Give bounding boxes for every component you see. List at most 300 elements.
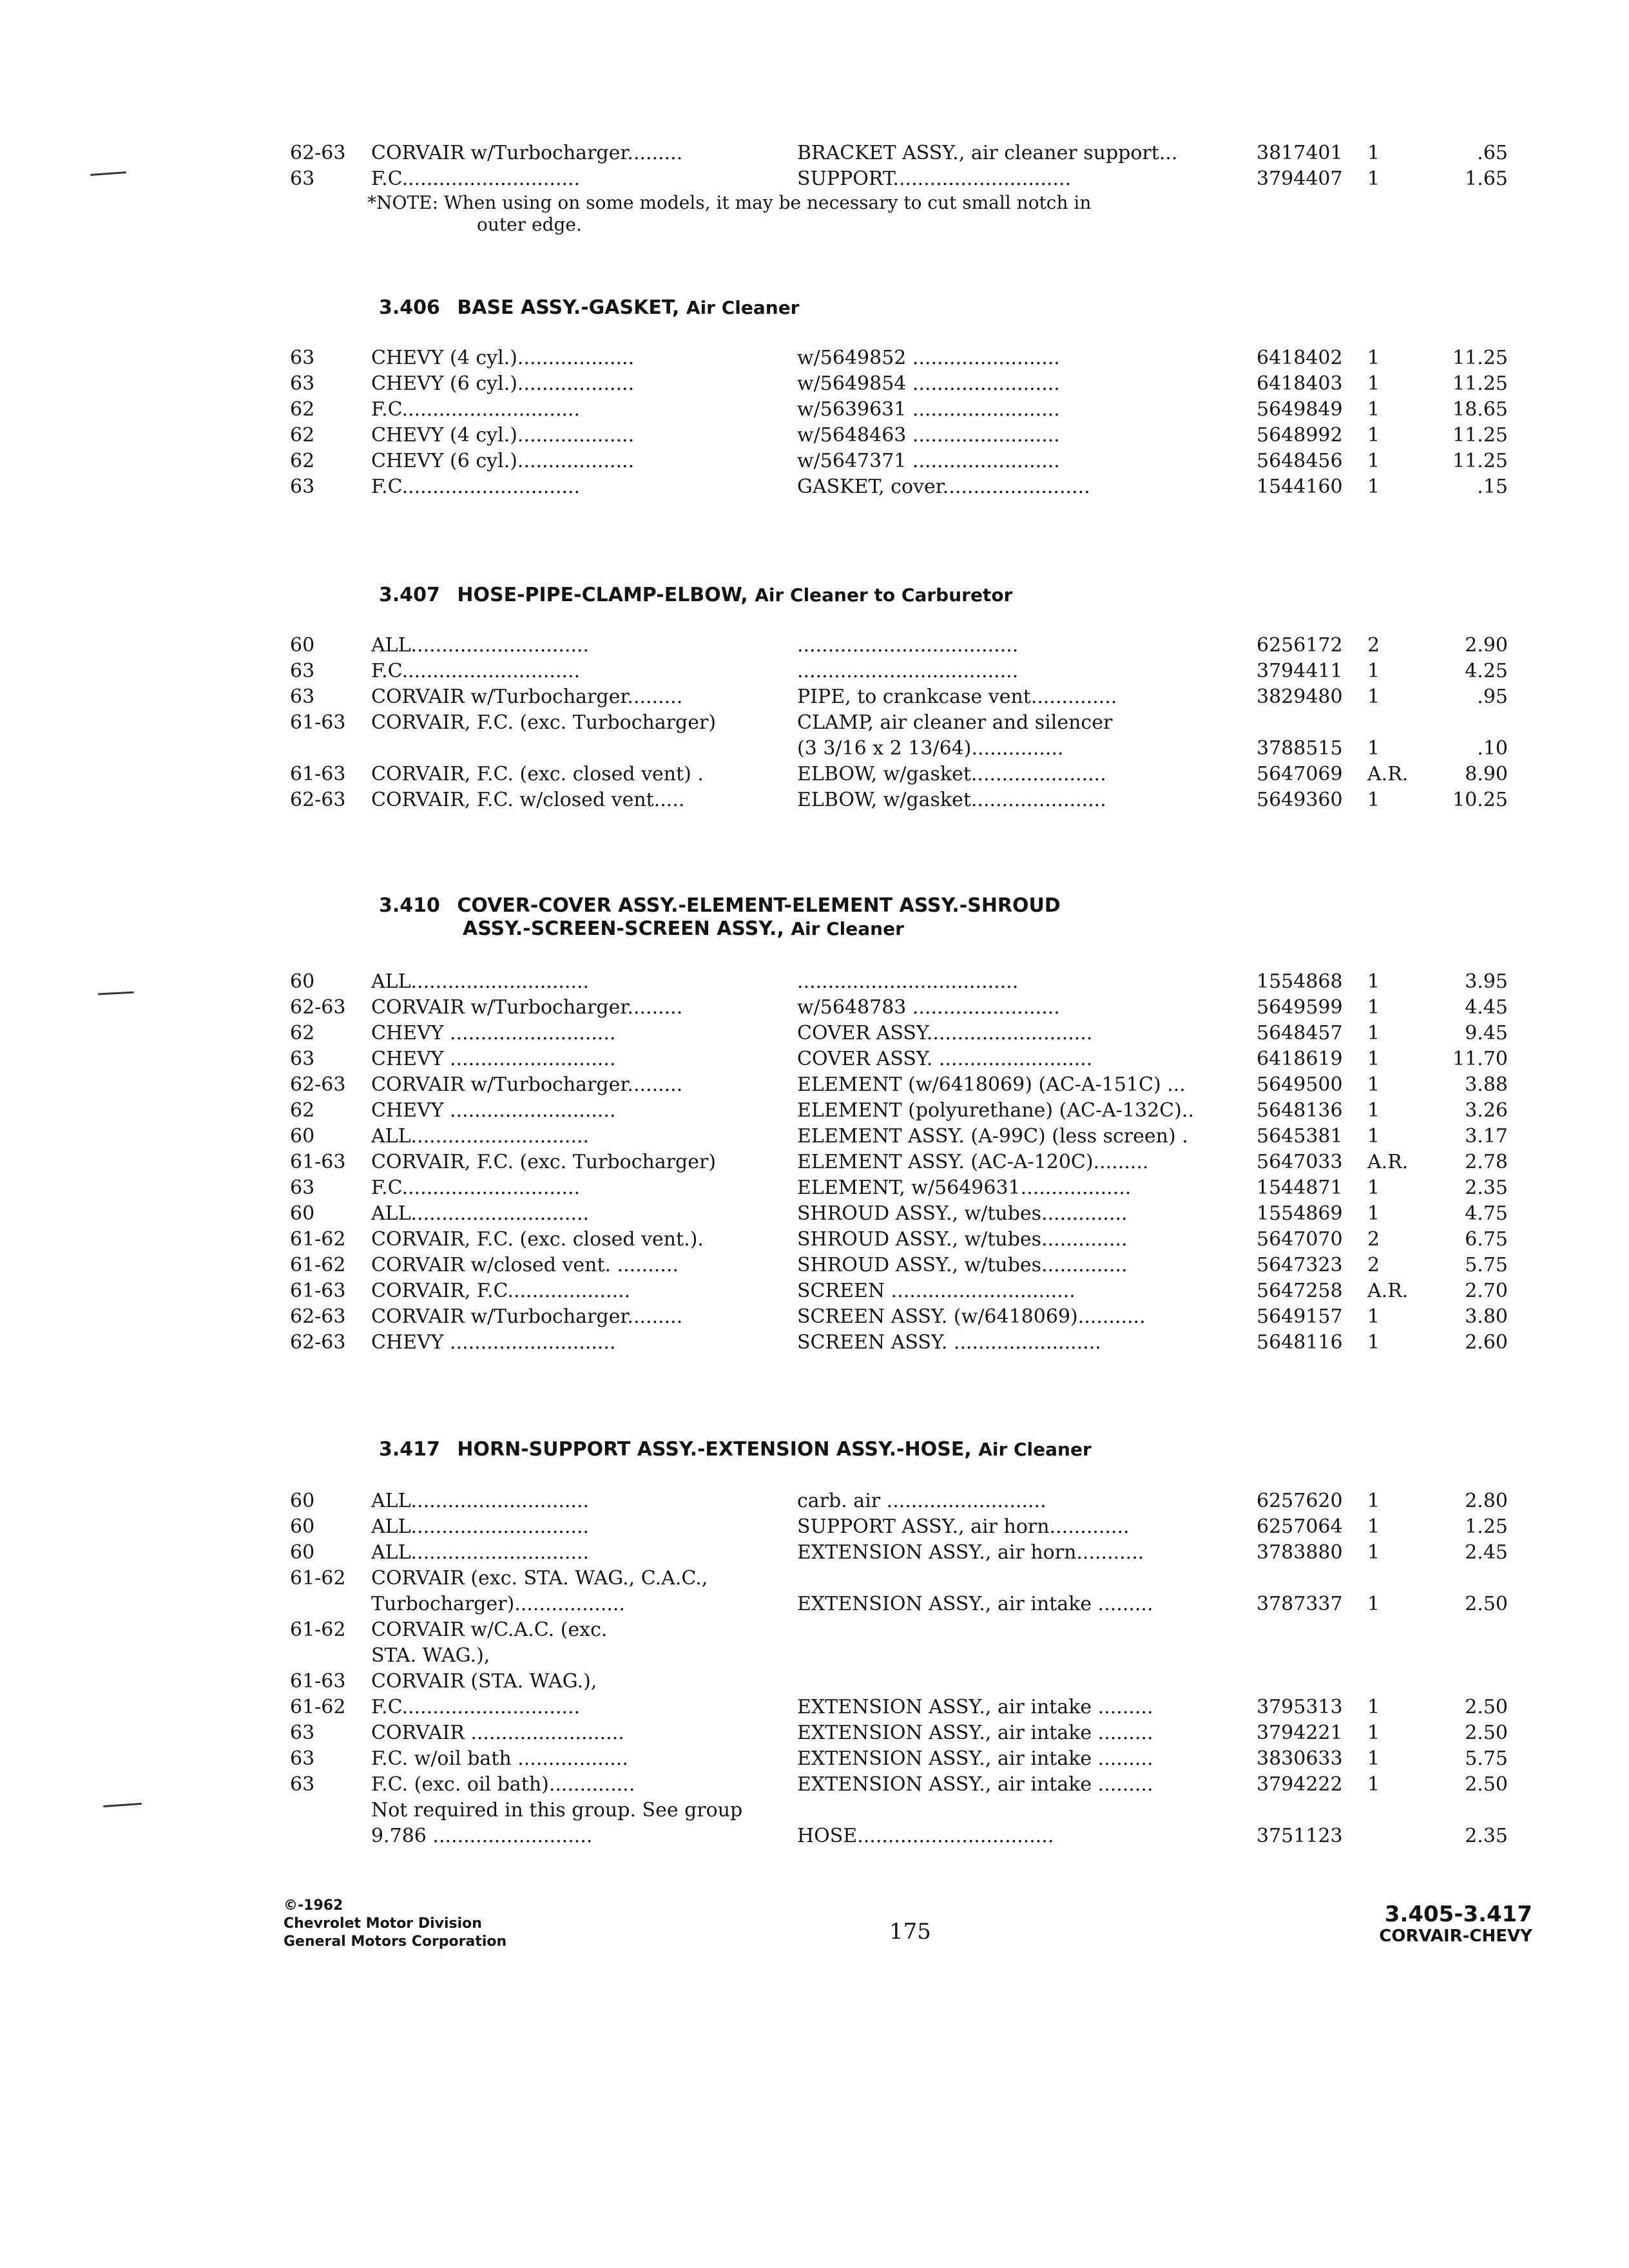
price-cell: .15 xyxy=(1477,476,1508,498)
quantity-cell: 1 xyxy=(1367,398,1380,421)
table-row xyxy=(284,762,1508,787)
table-row xyxy=(284,397,1508,423)
part-cell: EXTENSION ASSY., air intake ......... xyxy=(797,1773,1153,1796)
model-cell: F.C............................. xyxy=(371,1696,581,1718)
part-cell: .................................... xyxy=(797,660,1019,682)
price-cell: 2.50 xyxy=(1465,1593,1508,1615)
part-cell: ELBOW, w/gasket...................... xyxy=(797,763,1106,785)
year-cell: 62 xyxy=(290,424,315,447)
part-number-cell: 3794221 xyxy=(1257,1722,1343,1744)
year-cell: 63 xyxy=(290,372,315,395)
price-cell: 11.25 xyxy=(1452,372,1508,395)
part-number-cell: 3830633 xyxy=(1257,1747,1343,1770)
part-number-cell: 1554868 xyxy=(1257,970,1343,993)
price-cell: 3.26 xyxy=(1465,1099,1508,1122)
section-table xyxy=(284,969,1508,1356)
table-row xyxy=(284,1149,1508,1175)
part-cell: (3 3/16 x 2 13/64)............... xyxy=(797,737,1064,760)
quantity-cell: 1 xyxy=(1367,142,1380,164)
model-cell: CORVAIR ......................... xyxy=(371,1722,624,1744)
part-cell: w/5648463 ........................ xyxy=(797,424,1060,447)
year-cell: 62-63 xyxy=(290,789,346,811)
model-cell: ALL............................. xyxy=(371,1125,590,1148)
table-row xyxy=(284,1278,1508,1304)
table-row xyxy=(284,1746,1508,1772)
price-cell: 1.65 xyxy=(1465,168,1508,190)
year-cell: 62 xyxy=(290,1022,315,1044)
year-cell: 60 xyxy=(290,634,315,657)
section-subtitle: Air Cleaner to Carburetor xyxy=(755,584,1013,606)
note-line: *NOTE: When using on some models, it may be necessary to cut small notch in xyxy=(367,192,1092,213)
year-cell: 63 xyxy=(290,1177,315,1199)
part-cell: COVER ASSY........................... xyxy=(797,1022,1093,1044)
table-row xyxy=(284,1617,1508,1643)
model-cell: CHEVY ........................... xyxy=(371,1099,616,1122)
part-cell: ELEMENT ASSY. (AC-A-120C)......... xyxy=(797,1151,1149,1173)
table-row xyxy=(284,658,1508,684)
price-cell: 11.70 xyxy=(1452,1048,1508,1070)
price-cell: 4.45 xyxy=(1465,996,1508,1019)
quantity-cell: A.R. xyxy=(1367,763,1409,785)
quantity-cell: 1 xyxy=(1367,1696,1380,1718)
model-cell: CORVAIR, F.C. (exc. Turbocharger) xyxy=(371,711,717,734)
model-cell: ALL............................. xyxy=(371,1202,590,1225)
quantity-cell: 1 xyxy=(1367,970,1380,993)
model-cell: 9.786 .......................... xyxy=(371,1825,593,1847)
part-cell: ELEMENT ASSY. (A-99C) (less screen) . xyxy=(797,1125,1188,1148)
model-cell: CORVAIR, F.C. (exc. closed vent.). xyxy=(371,1228,704,1251)
model-cell: CORVAIR, F.C.................... xyxy=(371,1280,631,1302)
price-cell: 3.80 xyxy=(1465,1305,1508,1328)
table-row xyxy=(284,1669,1508,1695)
price-cell: 10.25 xyxy=(1452,789,1508,811)
quantity-cell: 1 xyxy=(1367,1593,1380,1615)
price-cell: 2.45 xyxy=(1465,1541,1508,1564)
footer-range xyxy=(1379,1902,1532,1946)
year-cell: 61-63 xyxy=(290,763,346,785)
part-number-cell: 6418402 xyxy=(1257,347,1343,369)
quantity-cell: 1 xyxy=(1367,737,1380,760)
price-cell: 3.88 xyxy=(1465,1073,1508,1096)
year-cell: 63 xyxy=(290,1773,315,1796)
year-cell: 61-63 xyxy=(290,711,346,734)
model-cell: CORVAIR, F.C. w/closed vent..... xyxy=(371,789,685,811)
quantity-cell: 1 xyxy=(1367,1541,1380,1564)
quantity-cell: A.R. xyxy=(1367,1280,1409,1302)
model-cell: F.C............................. xyxy=(371,476,581,498)
quantity-cell: 1 xyxy=(1367,347,1380,369)
table-row xyxy=(284,787,1508,813)
table-row xyxy=(284,1046,1508,1072)
part-cell: .................................... xyxy=(797,634,1019,657)
model-cell: CORVAIR, F.C. (exc. closed vent) . xyxy=(371,763,704,785)
model-cell: CHEVY (4 cyl.)................... xyxy=(371,347,635,369)
price-cell: 2.50 xyxy=(1465,1696,1508,1718)
quantity-cell: 1 xyxy=(1367,996,1380,1019)
quantity-cell: 1 xyxy=(1367,372,1380,395)
year-cell: 60 xyxy=(290,1490,315,1512)
part-number-cell: 3829480 xyxy=(1257,686,1343,708)
model-cell: F.C. w/oil bath .................. xyxy=(371,1747,628,1770)
model-cell: CHEVY ........................... xyxy=(371,1048,616,1070)
section-title-line2 xyxy=(463,918,904,941)
part-cell: SCREEN .............................. xyxy=(797,1280,1075,1302)
part-number-cell: 6257064 xyxy=(1257,1515,1343,1538)
part-cell: SUPPORT............................. xyxy=(797,168,1072,190)
quantity-cell: 1 xyxy=(1367,1747,1380,1770)
quantity-cell: 1 xyxy=(1367,1490,1380,1512)
model-cell: CORVAIR (STA. WAG.), xyxy=(371,1670,597,1693)
price-cell: 11.25 xyxy=(1452,450,1508,472)
price-cell: 5.75 xyxy=(1465,1747,1508,1770)
year-cell: 61-62 xyxy=(290,1228,346,1251)
part-cell: .................................... xyxy=(797,970,1019,993)
part-number-cell: 5648457 xyxy=(1257,1022,1343,1044)
table-row xyxy=(284,969,1508,995)
table-row xyxy=(284,345,1508,371)
section-title xyxy=(379,894,1061,918)
part-cell: SHROUD ASSY., w/tubes.............. xyxy=(797,1228,1128,1251)
table-row xyxy=(284,1695,1508,1720)
model-cell: CORVAIR (exc. STA. WAG., C.A.C., xyxy=(371,1567,708,1590)
group-range: 3.405-3.417 xyxy=(1384,1901,1532,1927)
table-row xyxy=(284,1798,1508,1823)
year-cell: 63 xyxy=(290,476,315,498)
model-cell: CORVAIR w/Turbocharger......... xyxy=(371,142,683,164)
table-row xyxy=(284,1643,1508,1669)
model-cell: F.C............................. xyxy=(371,168,581,190)
price-cell: 2.80 xyxy=(1465,1490,1508,1512)
table-row xyxy=(284,474,1508,500)
quantity-cell: 1 xyxy=(1367,789,1380,811)
part-cell: ELEMENT, w/5649631.................. xyxy=(797,1177,1132,1199)
part-number-cell: 3783880 xyxy=(1257,1541,1343,1564)
table-row xyxy=(284,1591,1508,1617)
section-title xyxy=(379,296,800,320)
table-row xyxy=(284,423,1508,448)
part-number-cell: 5649849 xyxy=(1257,398,1343,421)
price-cell: 2.35 xyxy=(1465,1177,1508,1199)
year-cell: 62-63 xyxy=(290,142,346,164)
section-heading: ASSY.-SCREEN-SCREEN ASSY., xyxy=(463,918,784,940)
part-number-cell: 3751123 xyxy=(1257,1825,1343,1847)
table-row xyxy=(284,1175,1508,1201)
table-row xyxy=(284,1227,1508,1253)
section-heading: COVER-COVER ASSY.-ELEMENT-ELEMENT ASSY.-SHROUD xyxy=(457,894,1061,917)
table-row xyxy=(284,995,1508,1021)
price-cell: 2.50 xyxy=(1465,1722,1508,1744)
part-number-cell: 5647070 xyxy=(1257,1228,1343,1251)
price-cell: 1.25 xyxy=(1465,1515,1508,1538)
model-cell: ALL............................. xyxy=(371,1490,590,1512)
model-cell: F.C............................. xyxy=(371,660,581,682)
model-cell: ALL............................. xyxy=(371,1515,590,1538)
model-cell: CORVAIR w/Turbocharger......... xyxy=(371,996,683,1019)
part-cell: SCREEN ASSY. ........................ xyxy=(797,1331,1101,1354)
note-line: outer edge. xyxy=(477,214,582,235)
section-heading: HOSE-PIPE-CLAMP-ELBOW, xyxy=(457,584,748,606)
part-cell: EXTENSION ASSY., air intake ......... xyxy=(797,1593,1153,1615)
year-cell: 61-62 xyxy=(290,1696,346,1718)
part-number-cell: 3817401 xyxy=(1257,142,1343,164)
price-cell: 3.95 xyxy=(1465,970,1508,993)
year-cell: 63 xyxy=(290,660,315,682)
quantity-cell: A.R. xyxy=(1367,1151,1409,1173)
part-cell: COVER ASSY. ......................... xyxy=(797,1048,1093,1070)
model-cell: CHEVY (4 cyl.)................... xyxy=(371,424,635,447)
quantity-cell: 1 xyxy=(1367,1099,1380,1122)
part-cell: EXTENSION ASSY., air horn........... xyxy=(797,1541,1144,1564)
part-cell: CLAMP, air cleaner and silencer xyxy=(797,711,1113,734)
part-number-cell: 5648456 xyxy=(1257,450,1343,472)
part-number-cell: 6256172 xyxy=(1257,634,1343,657)
table-row xyxy=(284,1540,1508,1566)
price-cell: .95 xyxy=(1477,686,1508,708)
part-number-cell: 3787337 xyxy=(1257,1593,1343,1615)
part-number-cell: 5649599 xyxy=(1257,996,1343,1019)
year-cell: 62-63 xyxy=(290,1305,346,1328)
price-cell: .65 xyxy=(1477,142,1508,164)
part-number-cell: 1554869 xyxy=(1257,1202,1343,1225)
table-row xyxy=(284,1201,1508,1227)
part-cell: GASKET, cover........................ xyxy=(797,476,1090,498)
section-heading: BASE ASSY.-GASKET, xyxy=(457,296,680,319)
model-cell: CHEVY (6 cyl.)................... xyxy=(371,372,635,395)
model-cell: CHEVY ........................... xyxy=(371,1331,616,1354)
year-cell: 60 xyxy=(290,970,315,993)
year-cell: 60 xyxy=(290,1515,315,1538)
year-cell: 62-63 xyxy=(290,996,346,1019)
part-number-cell: 5649360 xyxy=(1257,789,1343,811)
part-number-cell: 5649500 xyxy=(1257,1073,1343,1096)
section-heading: HORN-SUPPORT ASSY.-EXTENSION ASSY.-HOSE, xyxy=(457,1438,972,1461)
year-cell: 62 xyxy=(290,450,315,472)
table-row xyxy=(284,166,1508,192)
part-number-cell: 5647323 xyxy=(1257,1254,1343,1276)
table-row xyxy=(284,633,1508,658)
section-subtitle: Air Cleaner xyxy=(791,918,904,939)
price-cell: 6.75 xyxy=(1465,1228,1508,1251)
year-cell: 62-63 xyxy=(290,1073,346,1096)
table-row xyxy=(284,684,1508,710)
quantity-cell: 1 xyxy=(1367,424,1380,447)
price-cell: 4.75 xyxy=(1465,1202,1508,1225)
quantity-cell: 1 xyxy=(1367,168,1380,190)
model-cell: STA. WAG.), xyxy=(371,1644,490,1667)
part-number-cell: 6418403 xyxy=(1257,372,1343,395)
section-table xyxy=(284,633,1508,813)
quantity-cell: 1 xyxy=(1367,1202,1380,1225)
part-number-cell: 3795313 xyxy=(1257,1696,1343,1718)
part-cell: w/5647371 ........................ xyxy=(797,450,1060,472)
top-table xyxy=(284,140,1508,236)
model-cell: CORVAIR w/closed vent. .......... xyxy=(371,1254,679,1276)
part-cell: carb. air .......................... xyxy=(797,1490,1046,1512)
year-cell: 62 xyxy=(290,1099,315,1122)
model-cell: ALL............................. xyxy=(371,970,590,993)
section-number: 3.407 xyxy=(379,584,440,606)
year-cell: 63 xyxy=(290,1722,315,1744)
quantity-cell: 1 xyxy=(1367,1331,1380,1354)
part-cell: PIPE, to crankcase vent.............. xyxy=(797,686,1117,708)
year-cell: 63 xyxy=(290,347,315,369)
part-cell: HOSE................................ xyxy=(797,1825,1054,1847)
part-number-cell: 5648992 xyxy=(1257,424,1343,447)
year-cell: 61-62 xyxy=(290,1254,346,1276)
part-cell: ELEMENT (w/6418069) (AC-A-151C) ... xyxy=(797,1073,1186,1096)
price-cell: 4.25 xyxy=(1465,660,1508,682)
year-cell: 63 xyxy=(290,1048,315,1070)
price-cell: 2.90 xyxy=(1465,634,1508,657)
table-row xyxy=(284,1253,1508,1278)
table-row xyxy=(284,736,1508,762)
model-cell: CORVAIR w/Turbocharger......... xyxy=(371,686,683,708)
part-number-cell: 3794222 xyxy=(1257,1773,1343,1796)
section-number: 3.410 xyxy=(379,894,440,917)
table-row xyxy=(284,1124,1508,1149)
quantity-cell: 1 xyxy=(1367,1048,1380,1070)
price-cell: 2.70 xyxy=(1465,1280,1508,1302)
part-number-cell: 5647069 xyxy=(1257,763,1343,785)
year-cell: 61-62 xyxy=(290,1619,346,1641)
part-number-cell: 1544160 xyxy=(1257,476,1343,498)
part-cell: BRACKET ASSY., air cleaner support... xyxy=(797,142,1178,164)
section-number: 3.417 xyxy=(379,1438,440,1461)
part-number-cell: 5648116 xyxy=(1257,1331,1343,1354)
part-cell: EXTENSION ASSY., air intake ......... xyxy=(797,1696,1153,1718)
price-cell: 11.25 xyxy=(1452,347,1508,369)
price-cell: 9.45 xyxy=(1465,1022,1508,1044)
year-cell: 62 xyxy=(290,398,315,421)
margin-mark xyxy=(103,1803,142,1807)
year-cell: 63 xyxy=(290,1747,315,1770)
model-cell: F.C............................. xyxy=(371,1177,581,1199)
year-cell: 60 xyxy=(290,1125,315,1148)
margin-mark xyxy=(98,992,134,995)
section-subtitle: Air Cleaner xyxy=(686,297,800,318)
part-number-cell: 5648136 xyxy=(1257,1099,1343,1122)
part-cell: w/5639631 ........................ xyxy=(797,398,1060,421)
quantity-cell: 1 xyxy=(1367,1305,1380,1328)
table-row xyxy=(284,1304,1508,1330)
model-cell: CHEVY ........................... xyxy=(371,1022,616,1044)
section-table xyxy=(284,345,1508,500)
part-number-cell: 1544871 xyxy=(1257,1177,1343,1199)
part-number-cell: 6257620 xyxy=(1257,1490,1343,1512)
part-number-cell: 3788515 xyxy=(1257,737,1343,760)
part-number-cell: 3794411 xyxy=(1257,660,1343,682)
part-number-cell: 5647033 xyxy=(1257,1151,1343,1173)
model-cell: CORVAIR w/Turbocharger......... xyxy=(371,1305,683,1328)
table-row xyxy=(284,1566,1508,1591)
corporation-name: General Motors Corporation xyxy=(284,1934,507,1950)
section-title xyxy=(379,584,1012,607)
section-title xyxy=(379,1438,1092,1461)
division-name: Chevrolet Motor Division xyxy=(284,1916,482,1932)
quantity-cell: 1 xyxy=(1367,1177,1380,1199)
quantity-cell: 1 xyxy=(1367,1125,1380,1148)
quantity-cell: 2 xyxy=(1367,1254,1380,1276)
part-number-cell: 6418619 xyxy=(1257,1048,1343,1070)
price-cell: 18.65 xyxy=(1452,398,1508,421)
footer-copyright xyxy=(284,1897,506,1951)
price-cell: 8.90 xyxy=(1465,763,1508,785)
table-row xyxy=(284,1330,1508,1356)
price-cell: 2.35 xyxy=(1465,1825,1508,1847)
model-names: CORVAIR-CHEVY xyxy=(1379,1927,1532,1946)
model-cell: CORVAIR w/C.A.C. (exc. xyxy=(371,1619,608,1641)
table-row xyxy=(284,1072,1508,1098)
model-cell: CHEVY (6 cyl.)................... xyxy=(371,450,635,472)
section-subtitle: Air Cleaner xyxy=(978,1439,1092,1460)
section-table xyxy=(284,1488,1508,1849)
year-cell: 61-63 xyxy=(290,1670,346,1693)
part-cell: SHROUD ASSY., w/tubes.............. xyxy=(797,1202,1128,1225)
quantity-cell: 1 xyxy=(1367,1073,1380,1096)
price-cell: 2.50 xyxy=(1465,1773,1508,1796)
year-cell: 61-62 xyxy=(290,1567,346,1590)
quantity-cell: 1 xyxy=(1367,1515,1380,1538)
table-row xyxy=(284,371,1508,397)
part-cell: SCREEN ASSY. (w/6418069)........... xyxy=(797,1305,1146,1328)
part-number-cell: 5647258 xyxy=(1257,1280,1343,1302)
table-row xyxy=(284,1823,1508,1849)
year-cell: 61-63 xyxy=(290,1151,346,1173)
section-number: 3.406 xyxy=(379,296,440,319)
model-cell: CORVAIR, F.C. (exc. Turbocharger) xyxy=(371,1151,717,1173)
year-cell: 61-63 xyxy=(290,1280,346,1302)
quantity-cell: 1 xyxy=(1367,1722,1380,1744)
part-number-cell: 5645381 xyxy=(1257,1125,1343,1148)
part-cell: SUPPORT ASSY., air horn............. xyxy=(797,1515,1130,1538)
price-cell: 2.78 xyxy=(1465,1151,1508,1173)
table-row xyxy=(284,1488,1508,1514)
part-number-cell: 3794407 xyxy=(1257,168,1343,190)
copyright-year: ©-1962 xyxy=(284,1898,343,1914)
year-cell: 63 xyxy=(290,168,315,190)
page-number: 175 xyxy=(889,1919,931,1945)
model-cell: Not required in this group. See group xyxy=(371,1799,743,1821)
table-row xyxy=(284,1098,1508,1124)
year-cell: 60 xyxy=(290,1541,315,1564)
margin-mark xyxy=(90,171,126,176)
part-cell: ELEMENT (polyurethane) (AC-A-132C).. xyxy=(797,1099,1194,1122)
quantity-cell: 1 xyxy=(1367,450,1380,472)
quantity-cell: 2 xyxy=(1367,1228,1380,1251)
year-cell: 60 xyxy=(290,1202,315,1225)
part-cell: w/5649854 ........................ xyxy=(797,372,1060,395)
year-cell: 62-63 xyxy=(290,1331,346,1354)
table-row xyxy=(284,710,1508,736)
quantity-cell: 1 xyxy=(1367,660,1380,682)
quantity-cell: 1 xyxy=(1367,1773,1380,1796)
part-cell: ELBOW, w/gasket...................... xyxy=(797,789,1106,811)
quantity-cell: 2 xyxy=(1367,634,1380,657)
part-cell: w/5649852 ........................ xyxy=(797,347,1060,369)
part-cell: w/5648783 ........................ xyxy=(797,996,1060,1019)
model-cell: ALL............................. xyxy=(371,1541,590,1564)
table-row xyxy=(284,448,1508,474)
table-row xyxy=(284,140,1508,166)
table-row xyxy=(284,1772,1508,1798)
model-cell: Turbocharger).................. xyxy=(371,1593,625,1615)
part-cell: EXTENSION ASSY., air intake ......... xyxy=(797,1722,1153,1744)
model-cell: CORVAIR w/Turbocharger......... xyxy=(371,1073,683,1096)
price-cell: .10 xyxy=(1477,737,1508,760)
table-row xyxy=(284,1720,1508,1746)
quantity-cell: 1 xyxy=(1367,686,1380,708)
price-cell: 3.17 xyxy=(1465,1125,1508,1148)
